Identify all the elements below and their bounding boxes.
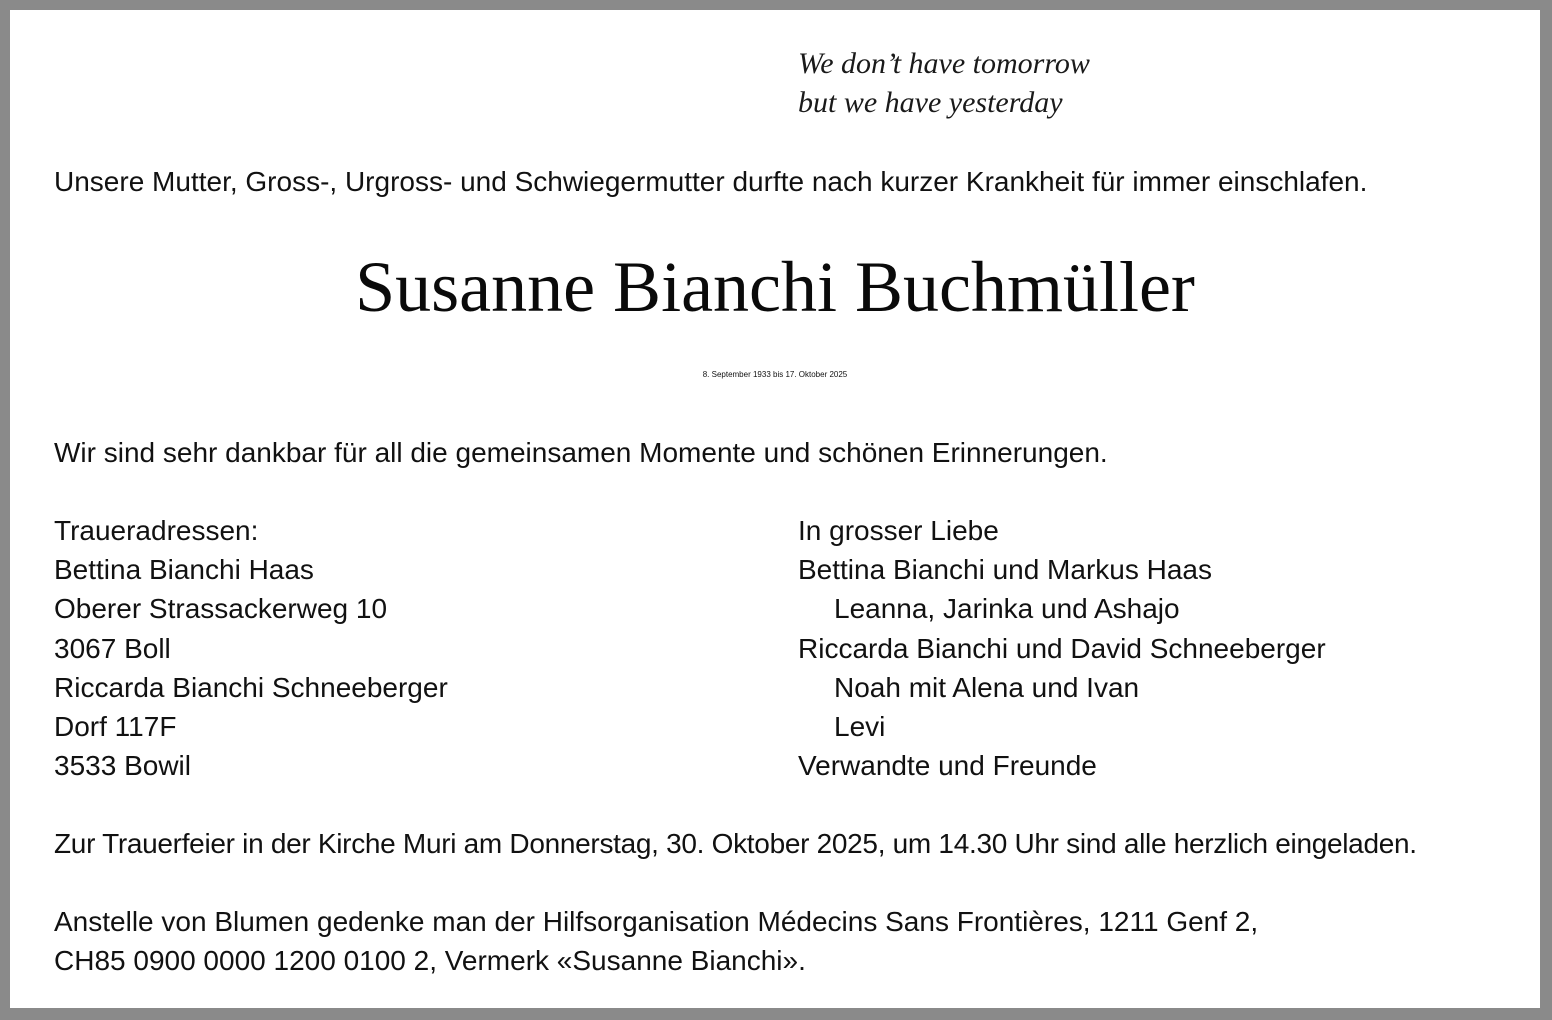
- address-line: 3533 Bowil: [54, 750, 191, 782]
- donation-line-2: CH85 0900 0000 1200 0100 2, Vermerk «Susanne Bianchi».: [54, 945, 806, 976]
- mourner-line-indented: Leanna, Jarinka und Ashajo: [834, 593, 1180, 625]
- intro-text: Unsere Mutter, Gross-, Urgross- und Schwiegermutter durfte nach kurzer Krankheit für immer einschlafen.: [54, 166, 1368, 197]
- mourners-list: [798, 511, 1326, 785]
- quote-line-2: but we have yesterday: [798, 86, 1063, 119]
- address-line: 3067 Boll: [54, 632, 171, 664]
- addresses-heading: Traueradressen:: [54, 515, 259, 546]
- ceremony-invitation: Zur Trauerfeier in der Kirche Muri am Donnerstag, 30. Oktober 2025, um 14.30 Uhr sind alle herzlich eingeladen.: [54, 828, 1417, 859]
- thanks-text: Wir sind sehr dankbar für all die gemeinsamen Momente und schönen Erinnerungen.: [54, 437, 1108, 468]
- mourner-line: Verwandte und Freunde: [798, 750, 1097, 782]
- life-dates: 8. September 1933 bis 17. Oktober 2025: [702, 370, 848, 379]
- mourning-addresses: [54, 511, 448, 785]
- donation-note: [54, 902, 1258, 980]
- deceased-name: Susanne Bianchi Buchmüller: [355, 247, 1195, 327]
- donation-line-1: Anstelle von Blumen gedenke man der Hilfsorganisation Médecins Sans Frontières, 1211 Genf 2,: [54, 906, 1259, 937]
- quote-line-1: We don’t have tomorrow: [798, 47, 1090, 80]
- mourner-line: Riccarda Bianchi und David Schneeberger: [798, 632, 1326, 664]
- mourner-line-indented: Noah mit Alena und Ivan: [834, 671, 1140, 703]
- address-line: Oberer Strassackerweg 10: [54, 593, 388, 625]
- mourner-line-indented: Levi: [834, 711, 886, 743]
- address-line: Dorf 117F: [54, 711, 177, 743]
- mourner-line: Bettina Bianchi und Markus Haas: [798, 554, 1212, 586]
- address-line: Bettina Bianchi Haas: [54, 554, 314, 586]
- address-line: Riccarda Bianchi Schneeberger: [54, 671, 448, 703]
- obituary-notice: [10, 10, 1540, 1008]
- mourners-heading: In grosser Liebe: [798, 515, 999, 546]
- epigraph-quote: [798, 44, 1090, 122]
